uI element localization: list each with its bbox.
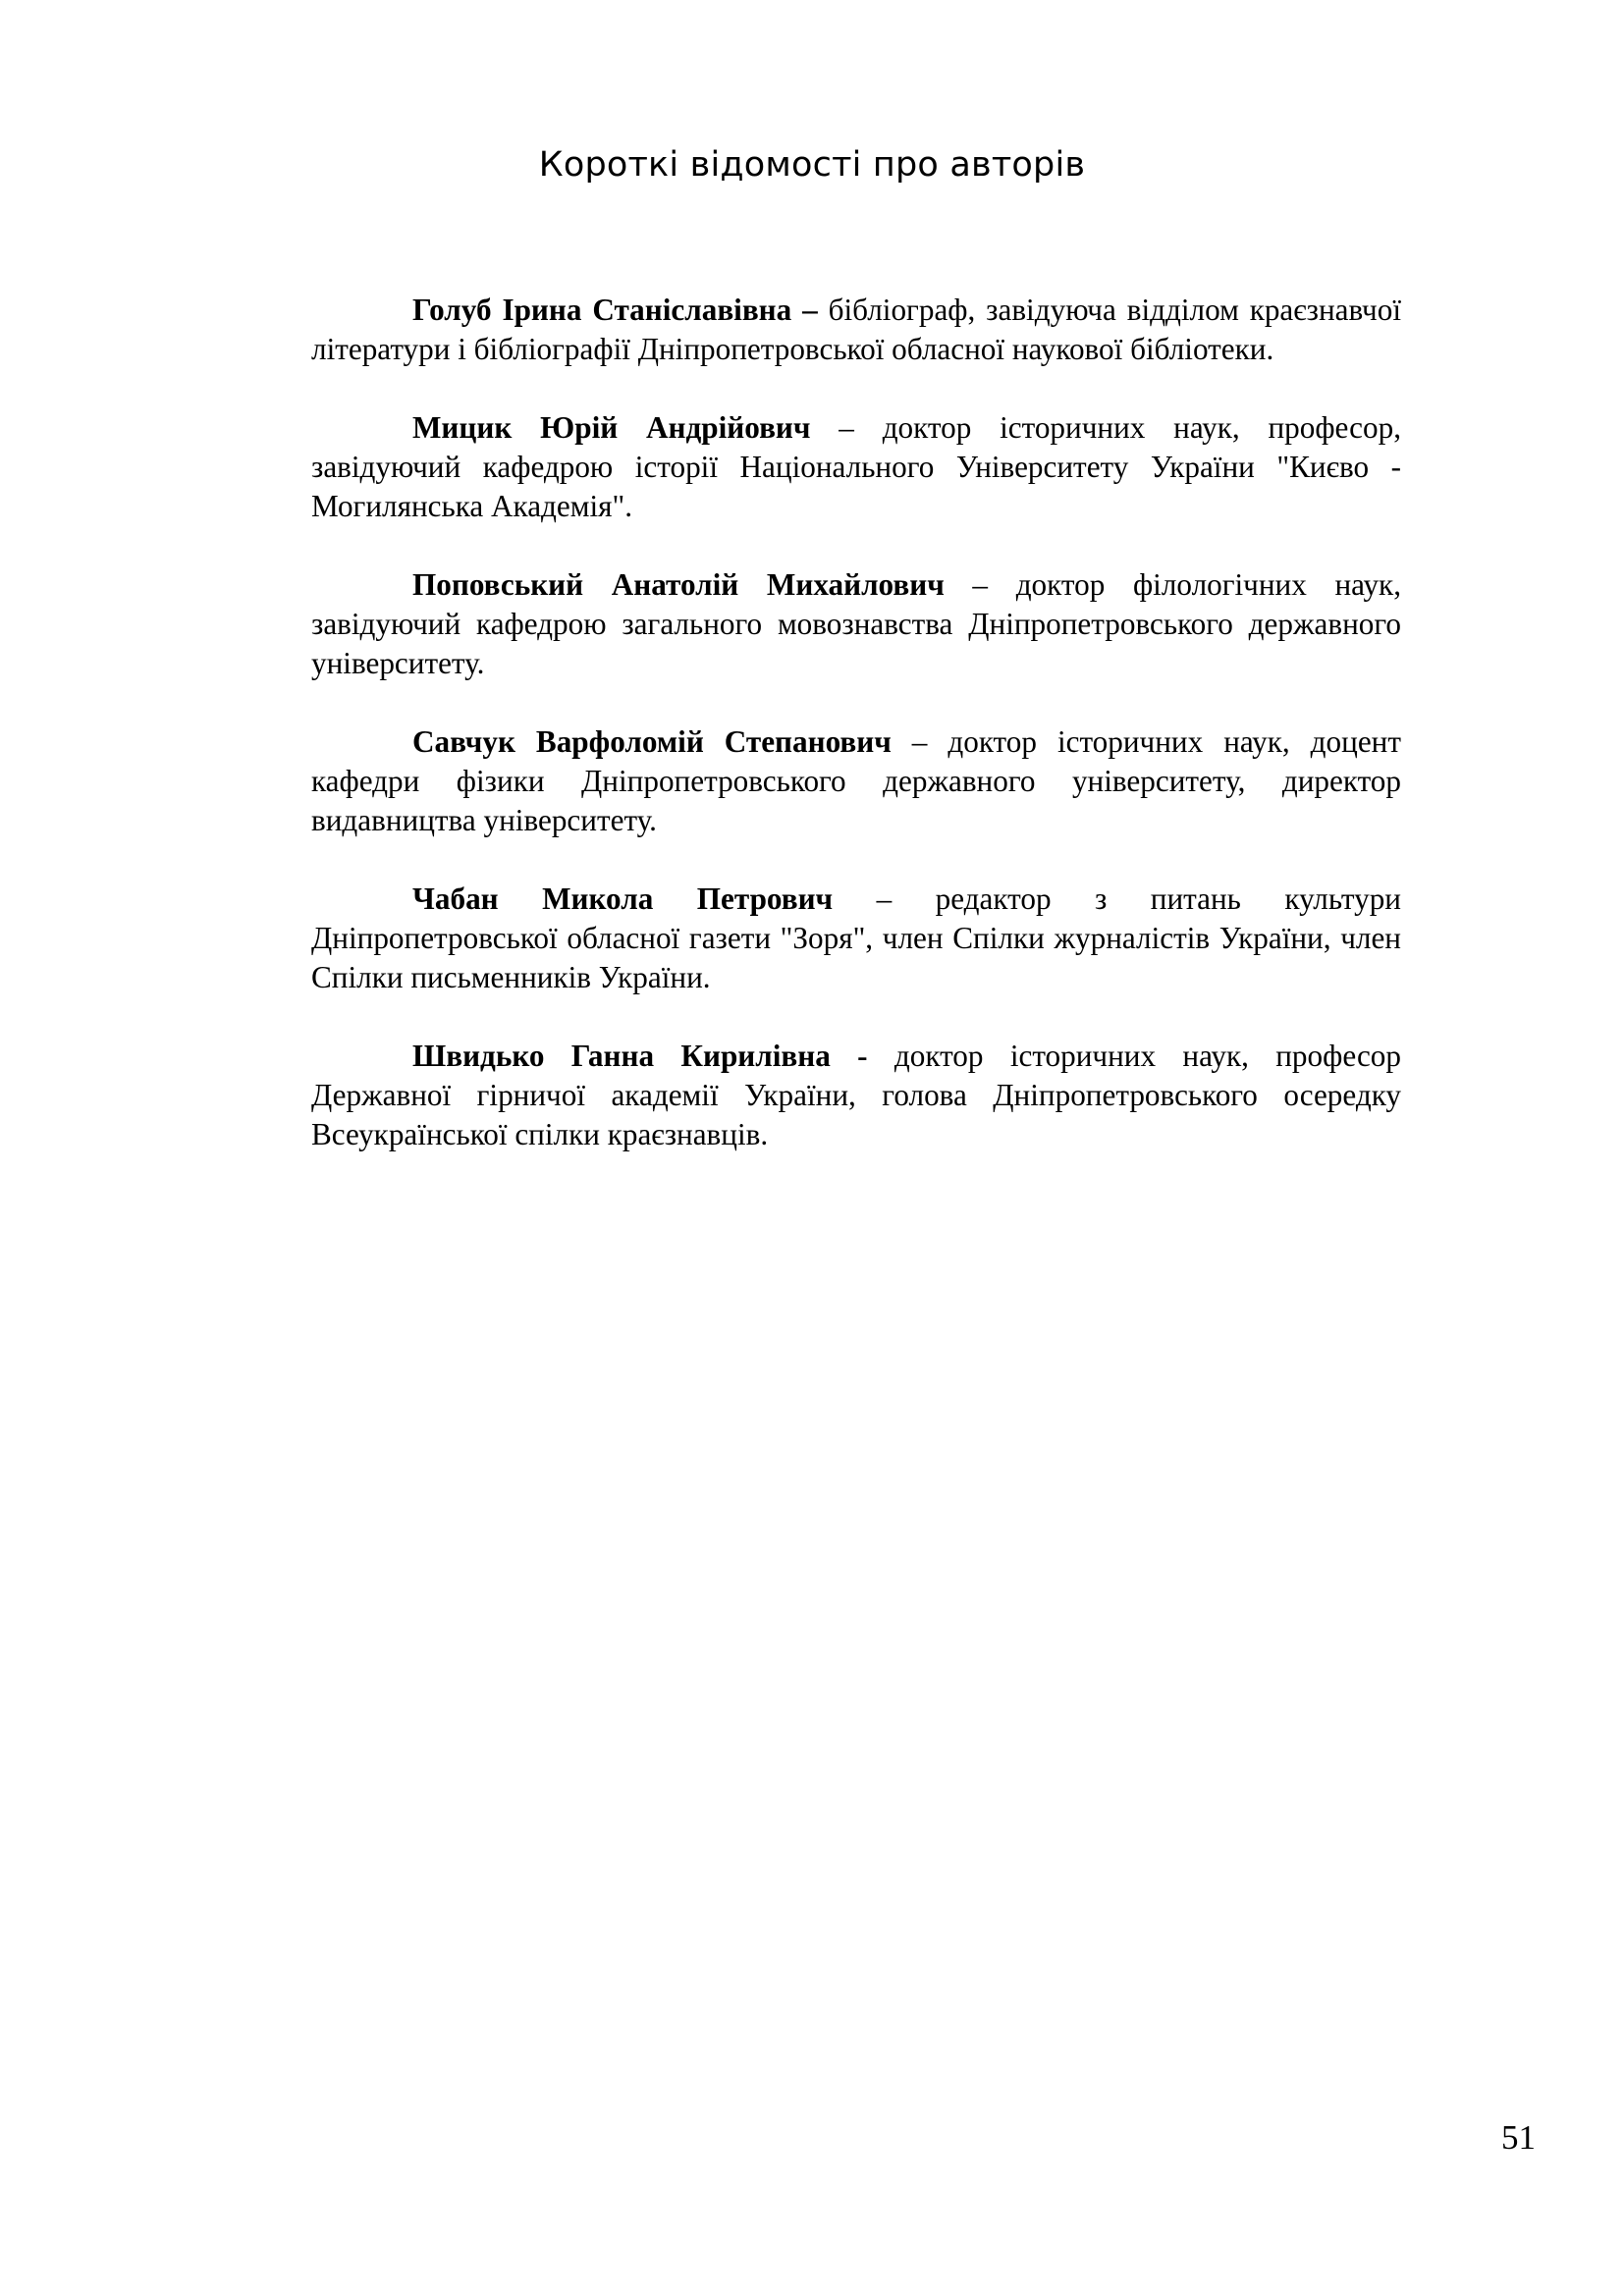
entry-separator: – [810, 410, 883, 445]
author-name: Мицик Юрій Андрійович [412, 410, 811, 445]
author-entry [311, 408, 1401, 526]
page-title: Короткі відомості про авторів [538, 145, 1086, 185]
entry-separator: – [944, 567, 1016, 602]
author-name: Савчук Варфоломій Степанович [412, 724, 892, 759]
entry-separator: – [833, 881, 936, 916]
author-entry [311, 565, 1401, 683]
author-description: бібліограф, завідуюча відділом краєзнавчої літератури і бібліографії Дніпропетровської обласної наукової бібліотеки. [311, 293, 1401, 366]
author-entry [311, 1037, 1401, 1154]
author-entry [311, 722, 1401, 840]
author-name: Швидько Ганна Кирилівна [412, 1039, 831, 1073]
author-description: доктор історичних наук, доцент кафедри фізики Дніпропетровського державного університету, директор видавництва університету. [311, 724, 1401, 837]
author-entry [311, 880, 1401, 997]
author-name: Голуб Ірина Станіславівна [412, 293, 792, 327]
entry-separator: – [791, 293, 829, 327]
author-description: доктор історичних наук, професор Державної гірничої академії України, голова Дніпропетровського осередку Всеукраїнської спілки краєзнавців. [311, 1039, 1401, 1151]
author-name: Поповський Анатолій Михайлович [412, 567, 945, 602]
author-description: редактор з питань культури Дніпропетровської обласної газети "Зоря", член Спілки журналістів України, член Спілки письменників України. [311, 881, 1401, 994]
author-description: доктор історичних наук, професор, завідуючий кафедрою історії Національного Університету України "Києво - Могилянська Академія". [311, 410, 1401, 523]
author-description: доктор філологічних наук, завідуючий кафедрою загального мовознавства Дніпропетровського державного університету. [311, 567, 1401, 680]
author-name: Чабан Микола Петрович [412, 881, 834, 916]
page-number: 51 [1501, 2118, 1536, 2157]
entry-separator: – [891, 724, 948, 759]
entry-separator: - [830, 1039, 894, 1073]
author-entry [311, 291, 1401, 369]
author-list [311, 291, 1401, 1194]
